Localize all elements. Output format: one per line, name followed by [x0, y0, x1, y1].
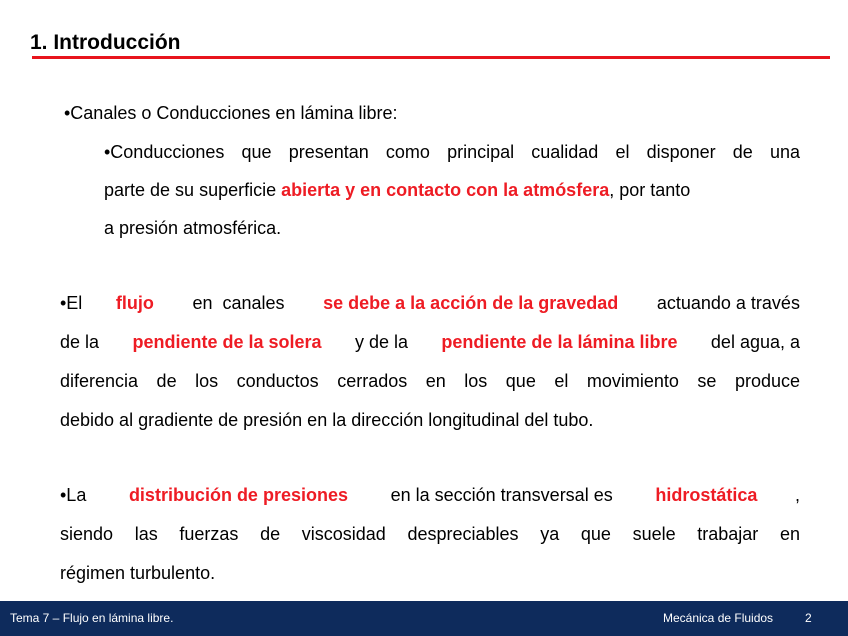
highlight-flujo: flujo [115, 293, 154, 313]
bullet-canales: •Canales o Conducciones en lámina libre: [64, 103, 398, 123]
slide-title: 1. Introducción [30, 31, 181, 54]
text-segment: parte de su superficie abierta y en contacto con la atmósfera, por tanto [104, 180, 691, 200]
sub-bullet-line-3: a presión atmosférica. [104, 218, 282, 238]
highlight-gravedad: se debe a la acción de la gravedad [323, 293, 619, 313]
para3-line-3: régimen turbulento. [60, 563, 216, 583]
page-number: 2 [805, 611, 812, 625]
footer-bar [0, 601, 848, 636]
sub-bullet-line-1: •Conducciones que presentan como principal cualidad el disponer de una [104, 142, 800, 162]
para3-line-1: •La distribución de presiones en la sección transversal es hidrostática , [60, 476, 800, 514]
para2-line-4: debido al gradiente de presión en la dirección longitudinal del tubo. [60, 410, 594, 430]
highlight-hidrostatica: hidrostática [655, 485, 758, 505]
sub-bullet-line-2 [104, 171, 800, 209]
highlight-distribucion: distribución de presiones [128, 485, 348, 505]
para3-line-2: siendo las fuerzas de viscosidad despreciables ya que suele trabajar en [60, 524, 800, 544]
highlight-atmosfera: abierta y en contacto con la atmósfera [281, 180, 610, 200]
para2-line-1: •El flujo en canales se debe a la acción de la gravedad actuando a través [60, 284, 800, 322]
footer-course: Mecánica de Fluidos [663, 611, 774, 625]
footer-topic: Tema 7 – Flujo en lámina libre. [10, 611, 174, 625]
highlight-lamina-libre: pendiente de la lámina libre [441, 332, 678, 352]
para2-line-3: diferencia de los conductos cerrados en los que el movimiento se produce [60, 371, 800, 391]
para2-line-2: de la pendiente de la solera y de la pendiente de la lámina libre del agua, a [60, 323, 800, 361]
highlight-solera: pendiente de la solera [132, 332, 322, 352]
